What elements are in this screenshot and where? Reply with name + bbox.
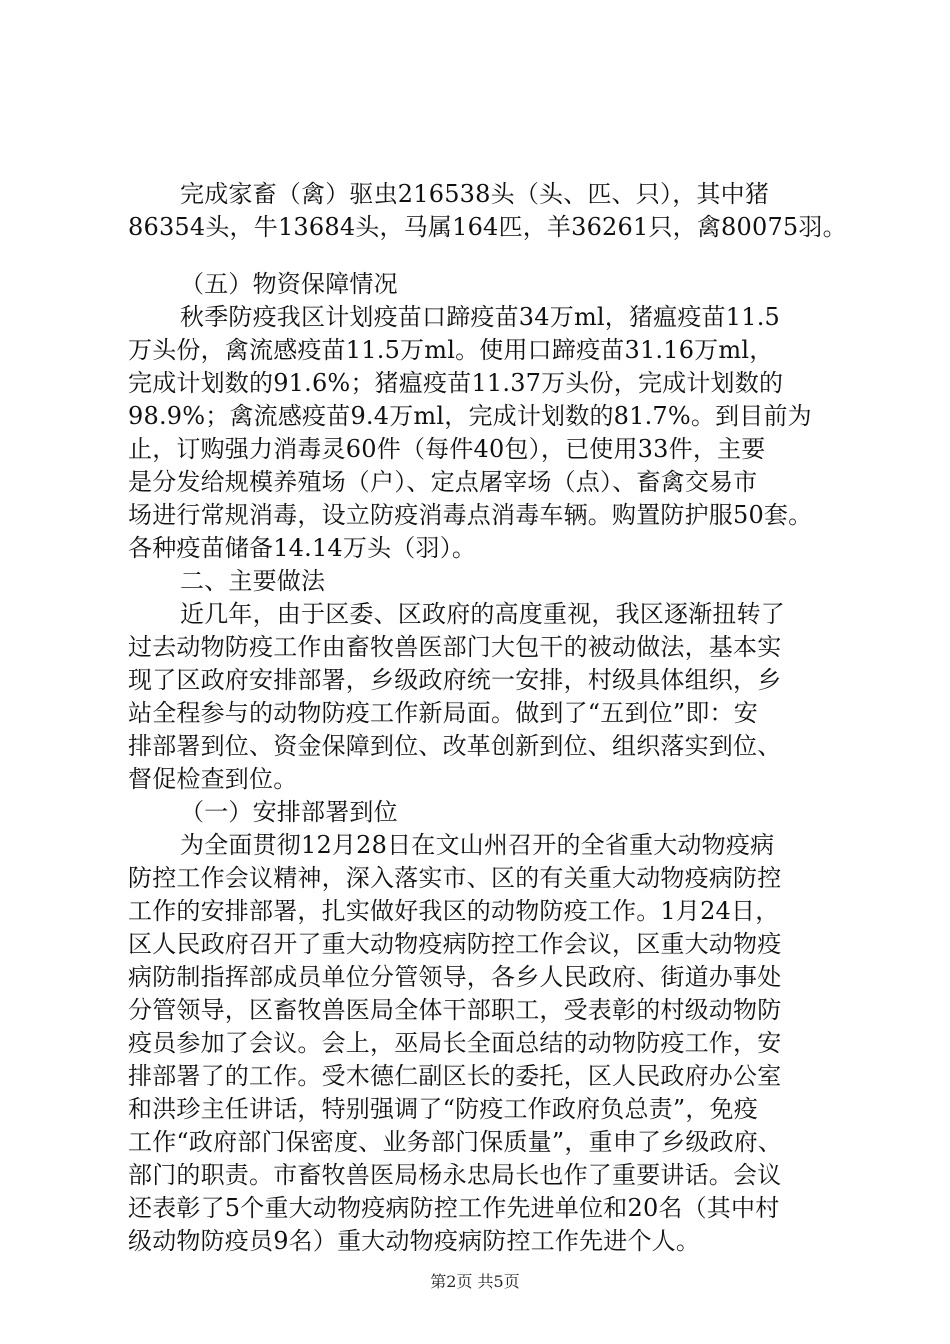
paragraph-line: 防控工作会议精神，深入落实市、区的有关重大动物疫病防控 xyxy=(128,864,782,892)
section-heading: （一）安排部署到位 xyxy=(180,798,398,826)
paragraph-line: 工作“政府部门保密度、业务部门保质量”，重申了乡级政府、 xyxy=(128,1128,783,1156)
paragraph-line: 各种疫苗储备14.14万头（羽）。 xyxy=(128,534,477,562)
paragraph-line: 完成计划数的91.6%；猪瘟疫苗11.37万头份，完成计划数的 xyxy=(128,369,784,397)
paragraph-line: 部门的职责。市畜牧兽医局杨永忠局长也作了重要讲话。会议 xyxy=(128,1161,782,1189)
paragraph-line: 秋季防疫我区计划疫苗口蹄疫苗34万ml，猪瘟疫苗11.5 xyxy=(180,303,781,331)
paragraph-line: 工作的安排部署，扎实做好我区的动物防疫工作。1月24日， xyxy=(128,897,780,925)
paragraph-line: 还表彰了5个重大动物疫病防控工作先进单位和20名（其中村 xyxy=(128,1194,780,1222)
paragraph-line: 级动物防疫员9名）重大动物疫病防控工作先进个人。 xyxy=(128,1227,701,1255)
paragraph-line: 督促检查到位。 xyxy=(128,765,298,793)
paragraph-line: 和洪珍主任讲话，特别强调了“防疫工作政府负总责”，免疫 xyxy=(128,1095,758,1123)
section-heading: （五）物资保障情况 xyxy=(180,270,398,298)
paragraph-line: 为全面贯彻12月28日在文山州召开的全省重大动物疫病 xyxy=(180,831,775,859)
paragraph-line: 万头份，禽流感疫苗11.5万ml。使用口蹄疫苗31.16万ml， xyxy=(128,336,774,364)
paragraph-line: 现了区政府安排部署，乡级政府统一安排，村级具体组织，乡 xyxy=(128,666,782,694)
paragraph-line: 完成家畜（禽）驱虫216538头（头、匹、只），其中猪 xyxy=(180,180,770,208)
paragraph-line: 场进行常规消毒，设立防疫消毒点消毒车辆。购置防护服50套。 xyxy=(128,501,813,529)
page-footer: 第2页 共5页 xyxy=(430,1272,520,1291)
paragraph-line: 站全程参与的动物防疫工作新局面。做到了“五到位”即：安 xyxy=(128,699,758,727)
paragraph-line: 排部署了的工作。受木德仁副区长的委托，区人民政府办公室 xyxy=(128,1062,782,1090)
paragraph-line: 病防制指挥部成员单位分管领导，各乡人民政府、街道办事处 xyxy=(128,963,782,991)
paragraph-line: 86354头，牛13684头，马属164匹，羊36261只，禽80075羽。 xyxy=(128,213,847,241)
section-heading: 二、主要做法 xyxy=(180,567,326,595)
paragraph-line: 98.9%；禽流感疫苗9.4万ml，完成计划数的81.7%。到目前为 xyxy=(128,402,812,430)
paragraph-line: 止，订购强力消毒灵60件（每件40包），已使用33件，主要 xyxy=(128,435,766,463)
paragraph-line: 分管领导，区畜牧兽医局全体干部职工，受表彰的村级动物防 xyxy=(128,996,782,1024)
paragraph-line: 排部署到位、资金保障到位、改革创新到位、组织落实到位、 xyxy=(128,732,782,760)
paragraph-line: 区人民政府召开了重大动物疫病防控工作会议，区重大动物疫 xyxy=(128,930,782,958)
paragraph-line: 近几年，由于区委、区政府的高度重视，我区逐渐扭转了 xyxy=(180,600,785,628)
paragraph-line: 是分发给规模养殖场（户）、定点屠宰场（点）、畜禽交易市 xyxy=(128,468,758,496)
paragraph-line: 过去动物防疫工作由畜牧兽医部门大包干的被动做法，基本实 xyxy=(128,633,782,661)
paragraph-line: 疫员参加了会议。会上，巫局长全面总结的动物防疫工作，安 xyxy=(128,1029,782,1057)
